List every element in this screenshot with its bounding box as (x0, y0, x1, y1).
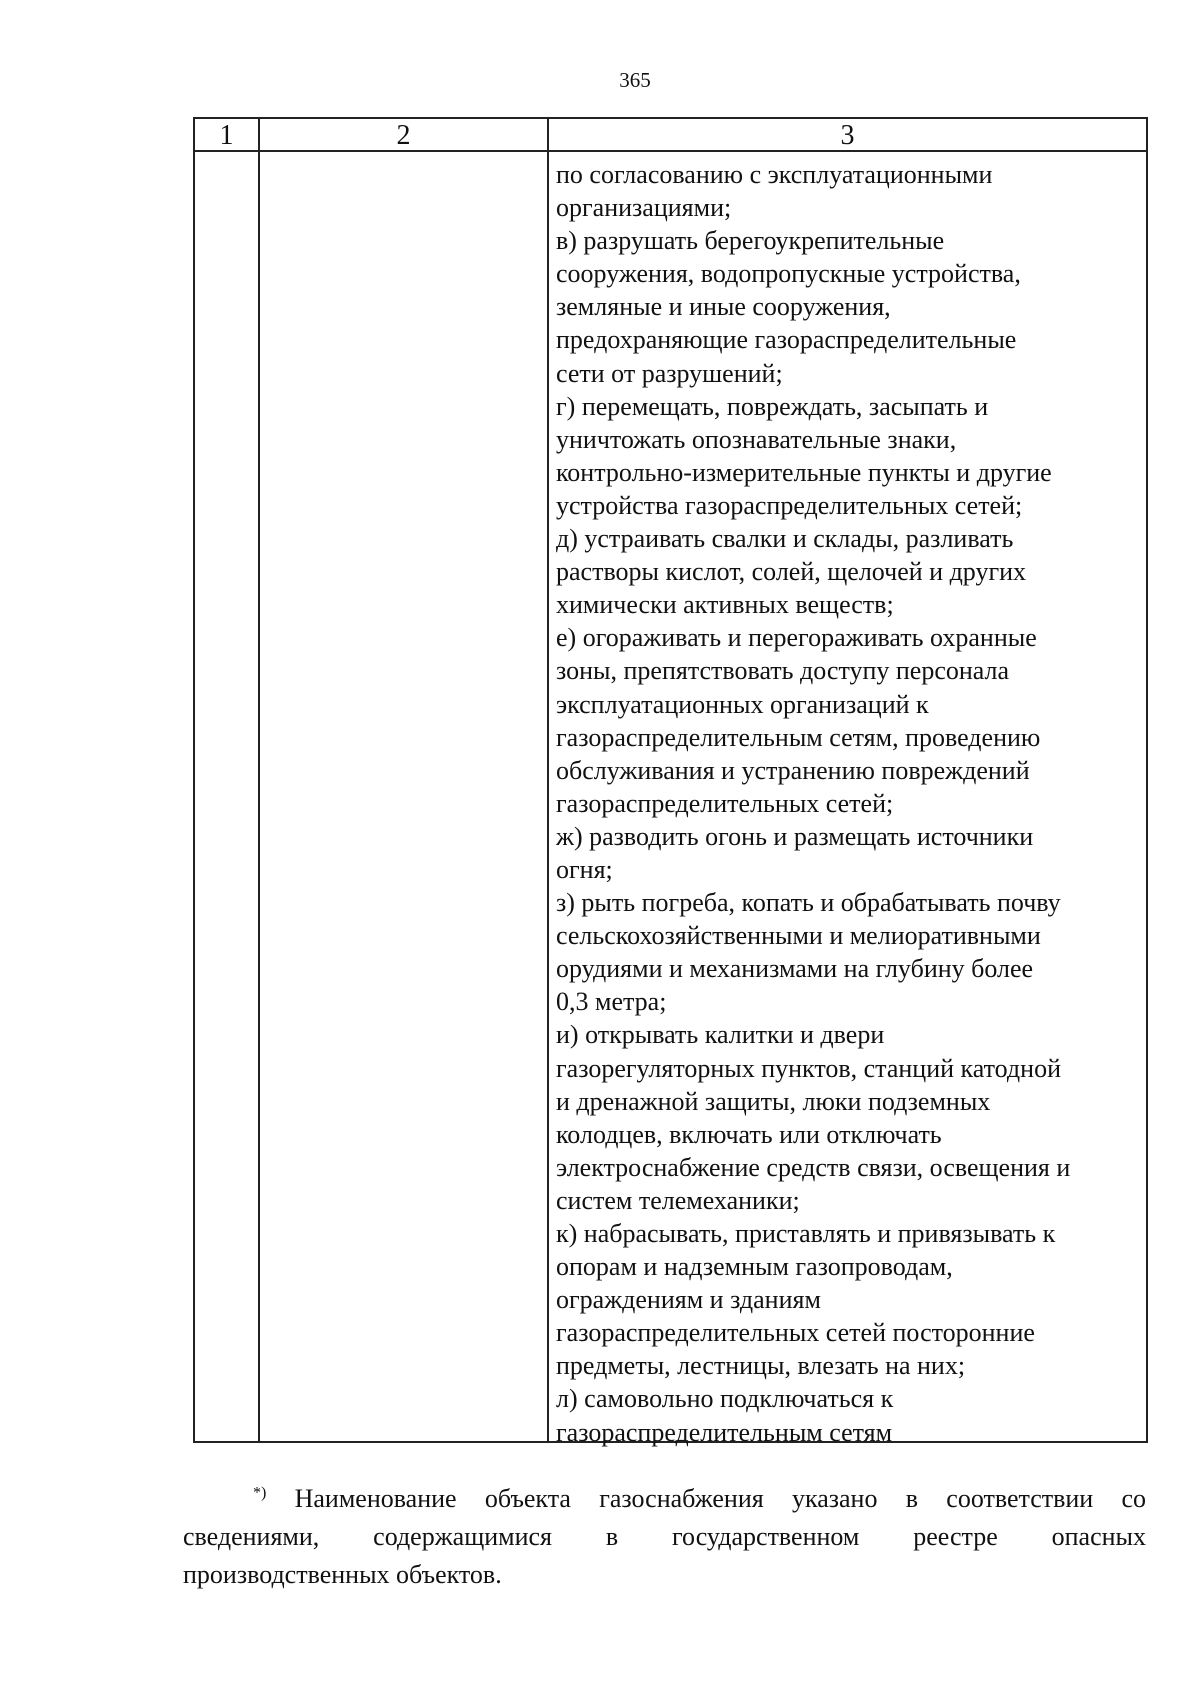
cell-text-line: предохраняющие газораспределительные (556, 325, 1017, 355)
cell-text-line: в) разрушать берегоукрепительные (556, 226, 945, 256)
cell-text-line: и дренажной защиты, люки подземных (556, 1086, 991, 1116)
footnote-line-2: сведениями, содержащимися в государственном реестре опасных (183, 1522, 1146, 1551)
cell-text-line: контрольно-измерительные пункты и другие (556, 457, 1052, 487)
requirements-table (193, 117, 1148, 1447)
cell-text-line: л) самовольно подключаться к (556, 1384, 894, 1414)
cell-text-line: д) устраивать свалки и склады, разливать (556, 524, 1014, 554)
cell-text-line: газорегуляторных пунктов, станций катодной (556, 1053, 1061, 1083)
cell-text-line: з) рыть погреба, копать и обрабатывать почву (556, 888, 1061, 918)
cell-text-line: по согласованию с эксплуатационными (556, 160, 993, 189)
cell-text-line: устройства газораспределительных сетей; (556, 490, 1023, 520)
cell-text-line: г) перемещать, повреждать, засыпать и (556, 391, 989, 421)
footnote (183, 1480, 1146, 1594)
cell-text-line: газораспределительным сетям, проведению (556, 722, 1041, 752)
cell-text-line: организациями; (556, 193, 732, 223)
table-header-row (195, 119, 1146, 152)
column-divider (547, 119, 549, 1441)
cell-text-line: опорам и надземным газопроводам, (556, 1252, 953, 1282)
cell-text-line: огня; (556, 854, 613, 884)
footnote-text-1: Наименование объекта газоснабжения указано в соответствии со (294, 1484, 1147, 1513)
cell-text-line: предметы, лестницы, влезать на них; (556, 1351, 966, 1381)
footnote-line-1 (183, 1480, 1146, 1518)
column-divider (258, 119, 260, 1441)
cell-text-line: химически активных веществ; (556, 590, 894, 620)
cell-text-line: сельскохозяйственными и мелиоративными (556, 921, 1041, 951)
cell-text-line: электроснабжение средств связи, освещения и (556, 1152, 1071, 1182)
cell-text-line: газораспределительных сетей посторонние (556, 1318, 1035, 1348)
column-header-1: 1 (219, 120, 234, 151)
column-header-3: 3 (840, 120, 855, 151)
cell-text-line: к) набрасывать, приставлять и привязывать к (556, 1219, 1056, 1248)
restrictions-text-cell (556, 158, 1146, 1449)
column-header-2: 2 (396, 120, 411, 151)
cell-text-line: обслуживания и устранению повреждений (556, 755, 1030, 785)
footnote-line-3: производственных объектов. (183, 1560, 502, 1589)
cell-text-line: сооружения, водопропускные устройства, (556, 259, 1021, 289)
cell-text-line: растворы кислот, солей, щелочей и других (556, 557, 1027, 587)
cell-text-line: ограждениям и зданиям (556, 1285, 821, 1315)
cell-text-line: эксплуатационных организаций к (556, 689, 929, 719)
footnote-marker: *) (253, 1484, 267, 1502)
cell-text-line: сети от разрушений; (556, 358, 783, 388)
page-number: 365 (619, 68, 651, 92)
cell-text-line: е) огораживать и перегораживать охранные (556, 623, 1037, 653)
cell-text-line: и) открывать калитки и двери (556, 1020, 885, 1050)
cell-text-line: газораспределительным сетям (556, 1417, 893, 1447)
cell-text-line: колодцев, включать или отключать (556, 1119, 942, 1149)
cell-text-line: уничтожать опознавательные знаки, (556, 424, 957, 454)
cell-text-line: земляные и иные сооружения, (556, 292, 891, 322)
cell-text-line: ж) разводить огонь и размещать источники (556, 821, 1034, 851)
cell-text-line: газораспределительных сетей; (556, 788, 894, 818)
cell-text-line: зоны, препятствовать доступу персонала (556, 656, 1010, 686)
cell-text-line: систем телемеханики; (556, 1185, 800, 1215)
cell-text-line: орудиями и механизмами на глубину более (556, 954, 1034, 984)
cell-text-line: 0,3 метра; (556, 987, 667, 1017)
